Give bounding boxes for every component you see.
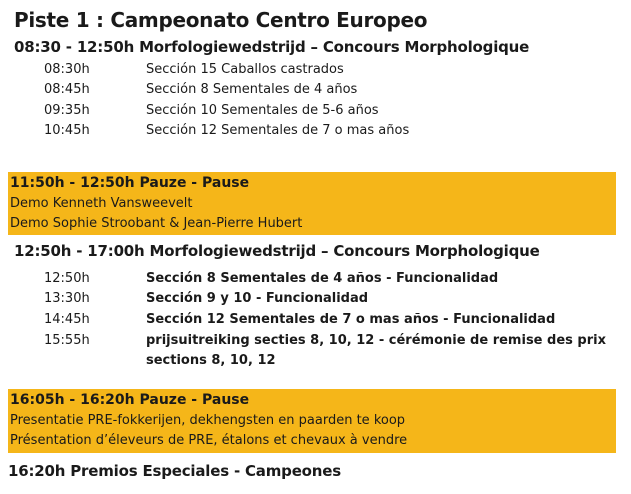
final-heading: 16:20h Premios Especiales - Campeones [8, 462, 341, 480]
schedule-desc: Sección 9 y 10 - Funcionalidad [146, 291, 369, 306]
schedule-time: 08:45h [44, 82, 90, 97]
pause-line: Présentation d’éleveurs de PRE, étalons et chevaux à vendre [10, 433, 408, 448]
schedule-desc: prijsuitreiking secties 8, 10, 12 - cérémonie de remise des prix [146, 333, 606, 348]
schedule-time: 12:50h [44, 271, 90, 286]
schedule-time: 10:45h [44, 123, 90, 138]
session-1-heading: 08:30 - 12:50h Morfologiewedstrijd – Concours Morphologique [14, 38, 530, 56]
schedule-time: 13:30h [44, 291, 90, 306]
pause-block-1 [8, 172, 616, 235]
schedule-desc: Sección 12 Sementales de 7 o mas años [146, 123, 410, 138]
schedule-desc: Sección 15 Caballos castrados [146, 62, 344, 77]
page-title: Piste 1 : Campeonato Centro Europeo [14, 8, 428, 32]
schedule-desc: Sección 10 Sementales de 5-6 años [146, 103, 379, 118]
schedule-time: 08:30h [44, 62, 90, 77]
pause-block-2 [8, 389, 616, 453]
schedule-desc: Sección 12 Sementales de 7 o mas años - Funcionalidad [146, 312, 556, 327]
schedule-time: 15:55h [44, 333, 90, 348]
pause-line: Demo Sophie Stroobant & Jean-Pierre Hubert [10, 216, 303, 231]
session-2-heading: 12:50h - 17:00h Morfologiewedstrijd – Concours Morphologique [14, 242, 540, 260]
schedule-desc: Sección 8 Sementales de 4 años - Funcionalidad [146, 271, 499, 286]
pause-line: Demo Kenneth Vansweevelt [10, 196, 193, 211]
schedule-desc: sections 8, 10, 12 [146, 353, 276, 368]
pause-line: Presentatie PRE-fokkerijen, dekhengsten en paarden te koop [10, 413, 406, 428]
pause-heading: 16:05h - 16:20h Pauze - Pause [10, 392, 250, 408]
pause-heading: 11:50h - 12:50h Pauze - Pause [10, 175, 250, 191]
schedule-time: 09:35h [44, 103, 90, 118]
schedule-desc: Sección 8 Sementales de 4 años [146, 82, 358, 97]
schedule-time: 14:45h [44, 312, 90, 327]
